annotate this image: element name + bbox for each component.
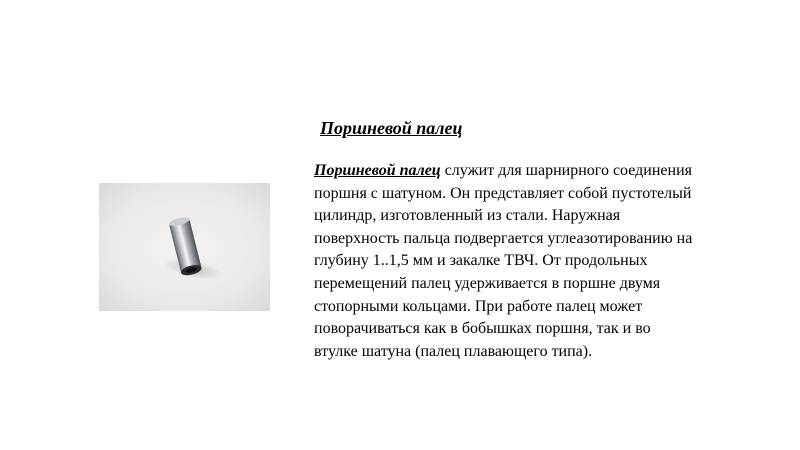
piston-pin-photo [99, 183, 270, 311]
slide-title: Поршневой палец [320, 118, 463, 138]
piston-pin-illustration [99, 183, 270, 311]
slide-body-text [314, 160, 694, 363]
body-lead-term: Поршневой палец [314, 162, 441, 179]
body-description: служит для шарнирного соединения поршня с шатуном. Он представляет собой пустотелый цилиндр, изготовленный из стали. Наружная поверхность пальца подвергается углеазотированию на глубину 1..1,5 мм и закалке ТВЧ. От продольных перемещений палец удерживается в поршне двумя стопорными кольцами. При работе палец может поворачиваться как в бобышках поршня, так и во втулке шатуна (палец плавающего типа). [314, 162, 693, 360]
